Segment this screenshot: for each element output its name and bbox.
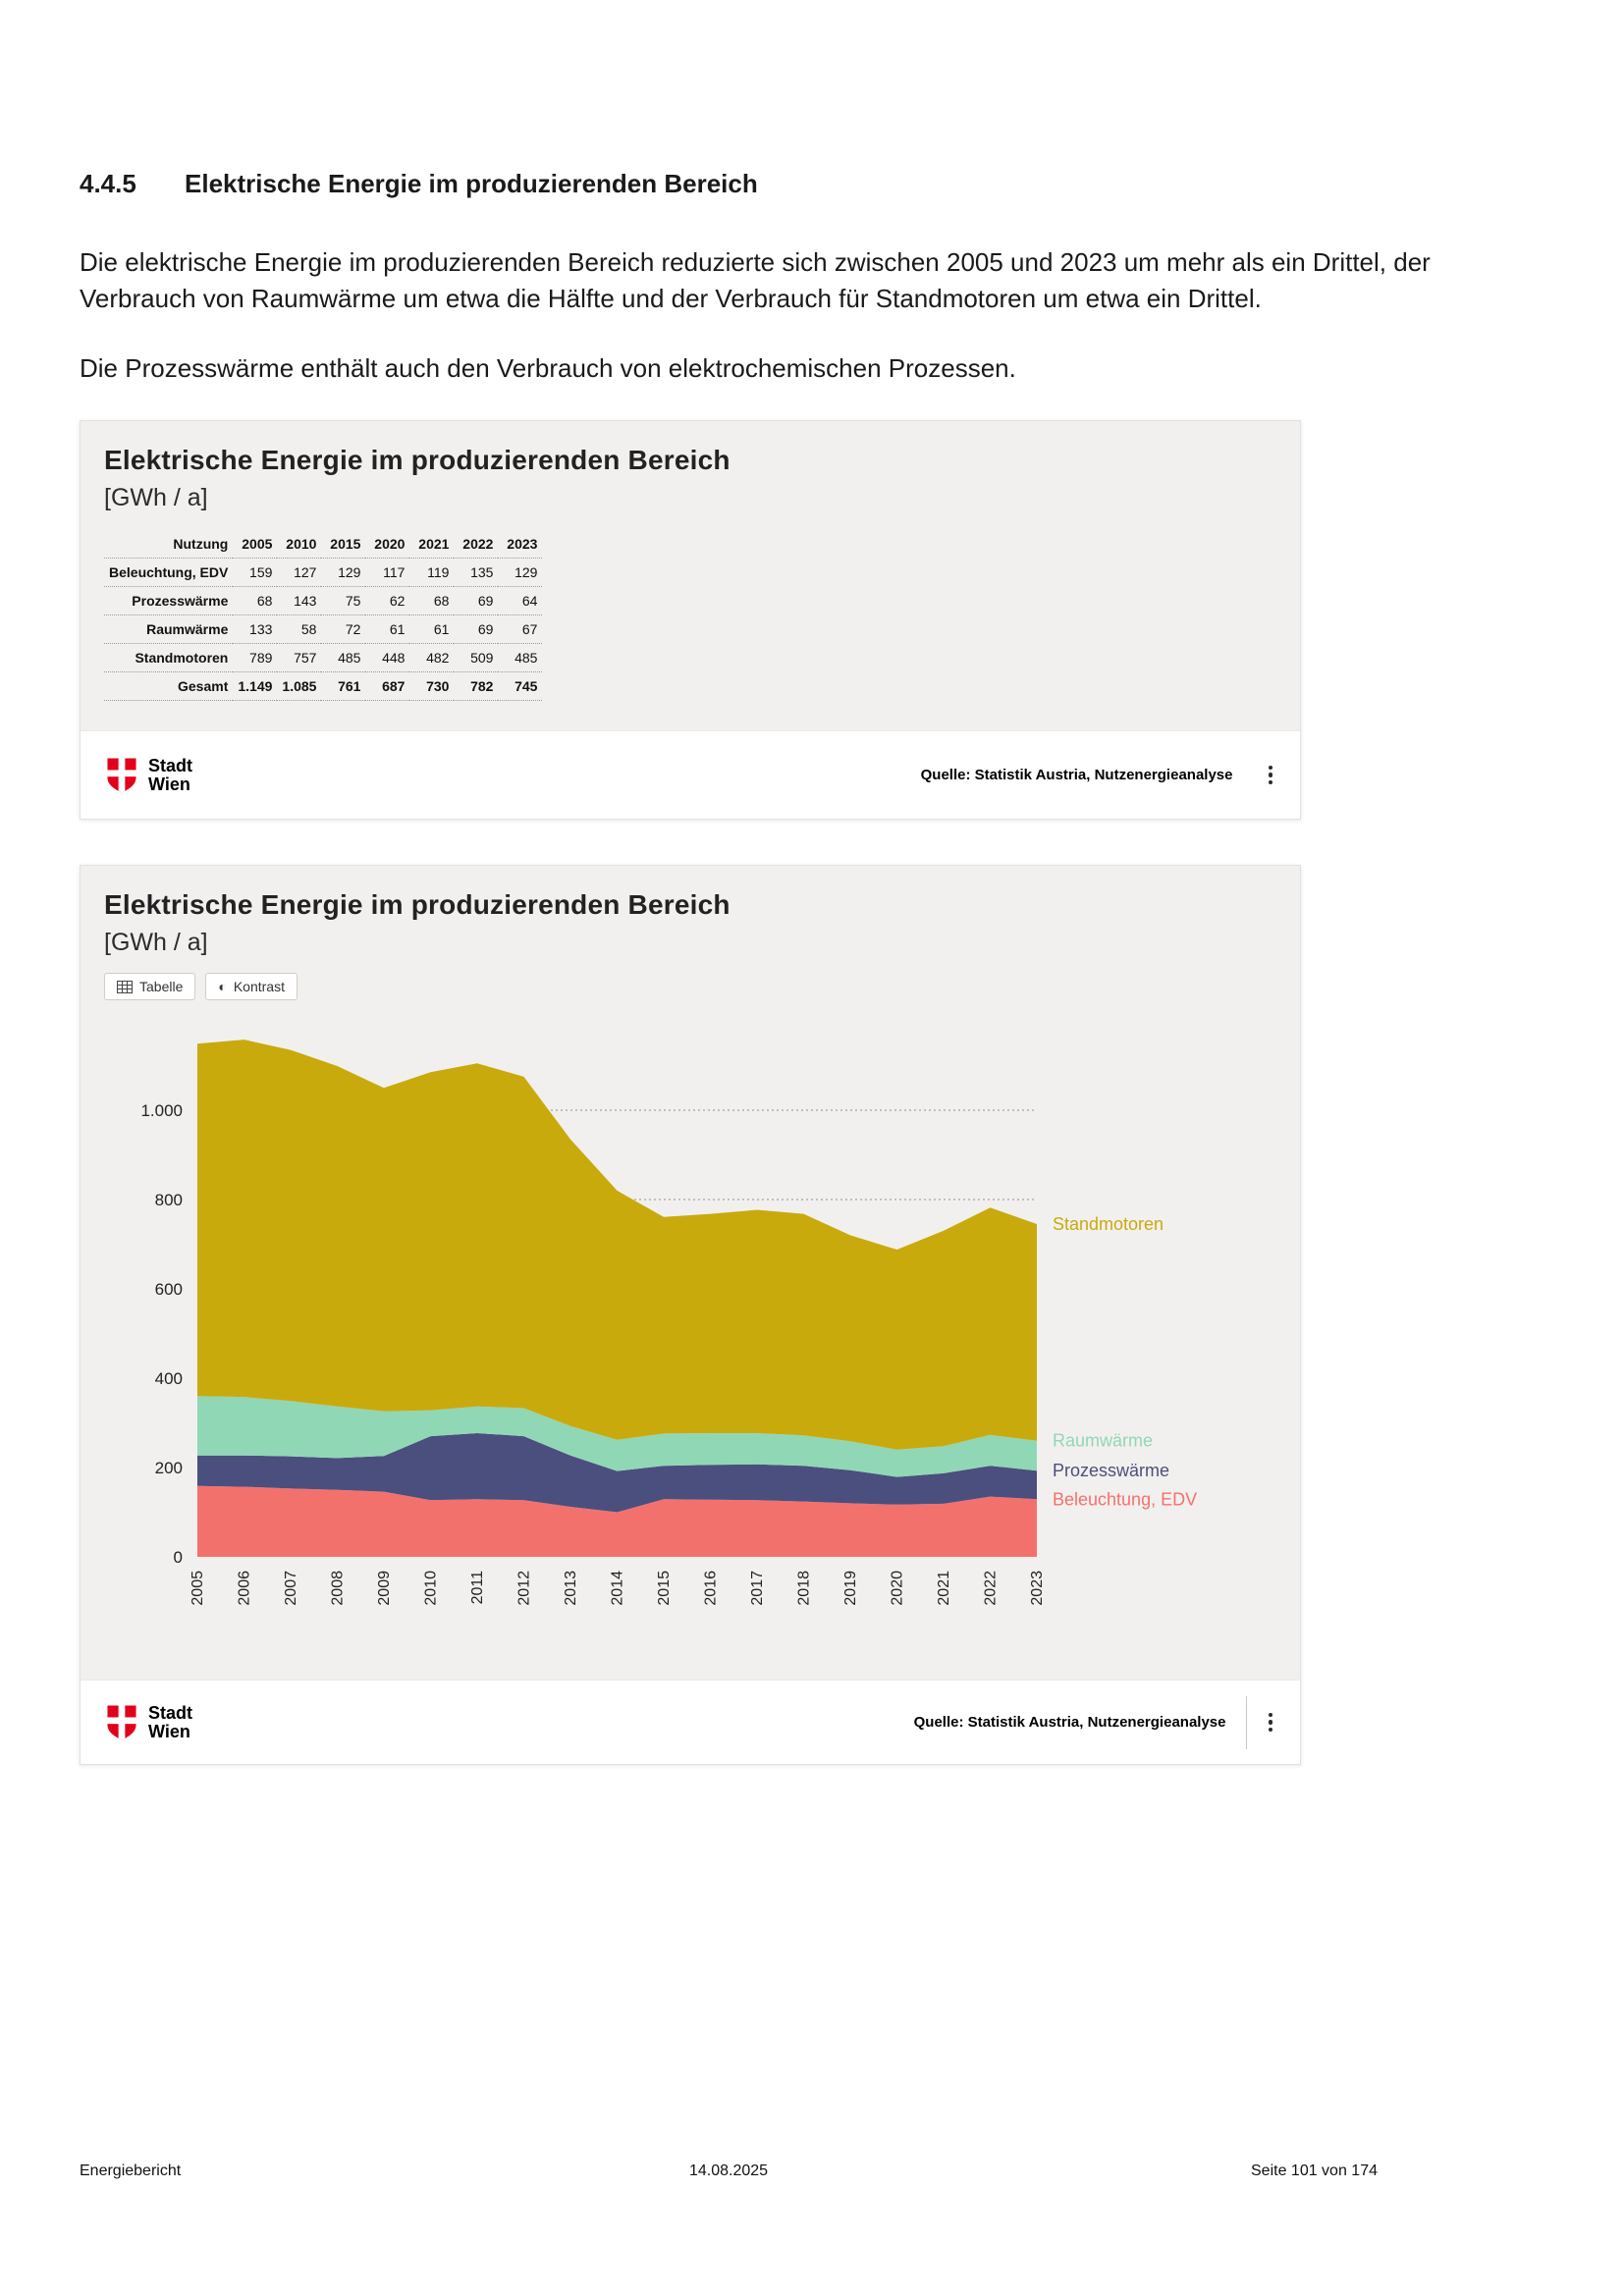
kebab-menu-button[interactable] — [1261, 1707, 1281, 1738]
row-label: Standmotoren — [104, 644, 233, 672]
kebab-dot — [1269, 1713, 1273, 1718]
x-axis-label: 2015 — [656, 1571, 673, 1606]
kontrast-button[interactable] — [205, 973, 298, 1000]
table-cell: 1.149 — [233, 672, 277, 701]
x-axis-label: 2005 — [189, 1571, 206, 1606]
table-cell: 62 — [365, 587, 409, 615]
section-heading — [80, 169, 1624, 199]
x-axis-label: 2022 — [982, 1571, 1000, 1606]
paragraph-2: Die Prozesswärme enthält auch den Verbrauch von elektrochemischen Prozessen. — [80, 353, 1016, 383]
x-axis-label: 2008 — [329, 1571, 347, 1606]
footer-divider — [1246, 1696, 1247, 1749]
tabelle-button-label: Tabelle — [139, 979, 184, 994]
data-table-head-row — [104, 530, 542, 559]
table-cell: 782 — [454, 672, 498, 701]
row-label: Prozesswärme — [104, 587, 233, 615]
legend-standmotoren: Standmotoren — [1053, 1214, 1164, 1235]
x-axis-label: 2011 — [469, 1571, 486, 1605]
column-header: 2022 — [454, 530, 498, 559]
paragraph-1: Die elektrische Energie im produzierenden Bereich reduzierte sich zwischen 2005 und 2023 um mehr als ein Drittel, der Verbrauch von Raumwärme um etwa die Hälfte und der Verbrauch für Standmotoren um etwa ein Drittel. — [80, 247, 1431, 313]
y-axis-label: 200 — [154, 1459, 183, 1477]
tabelle-button[interactable] — [104, 973, 195, 1000]
wien-shield-icon — [104, 757, 139, 794]
logo-line-1: Stadt — [148, 755, 192, 775]
kebab-dot — [1269, 1720, 1273, 1725]
source-text: Quelle: Statistik Austria, Nutzenergieanalyse — [920, 767, 1233, 783]
chart-card-footer-right — [914, 1696, 1280, 1749]
y-axis-label: 0 — [173, 1548, 183, 1567]
table-row — [104, 587, 542, 615]
table-row — [104, 559, 542, 587]
table-cell: 1.085 — [277, 672, 321, 701]
wien-logo-text — [148, 1704, 192, 1741]
table-card-title: Elektrische Energie im produzierenden Bereich — [104, 445, 731, 475]
table-row — [104, 644, 542, 672]
row-label: Gesamt — [104, 672, 233, 701]
table-card-footer — [81, 730, 1300, 819]
legend-prozesswaerme: Prozesswärme — [1053, 1461, 1170, 1481]
table-cell: 127 — [277, 559, 321, 587]
footer-page-number: Seite 101 von 174 — [1251, 2163, 1378, 2179]
table-cell: 485 — [321, 644, 365, 672]
data-table — [104, 530, 542, 701]
table-cell: 68 — [233, 587, 277, 615]
logo-line-2: Wien — [148, 774, 190, 794]
table-cell: 117 — [365, 559, 409, 587]
table-cell: 72 — [321, 615, 365, 644]
kebab-dot — [1269, 766, 1273, 771]
column-header: 2021 — [409, 530, 454, 559]
column-header: Nutzung — [104, 530, 233, 559]
table-row — [104, 615, 542, 644]
y-axis-label: 1.000 — [140, 1101, 183, 1120]
y-axis-label: 800 — [154, 1191, 183, 1209]
table-cell: 61 — [409, 615, 454, 644]
table-cell: 730 — [409, 672, 454, 701]
column-header: 2005 — [233, 530, 277, 559]
data-table-body — [104, 559, 542, 701]
column-header: 2023 — [498, 530, 542, 559]
x-axis-label: 2020 — [889, 1571, 906, 1606]
y-axis-label: 400 — [154, 1369, 183, 1388]
chart-toolbar — [104, 973, 1276, 1000]
table-row — [104, 672, 542, 701]
stadt-wien-logo — [104, 757, 192, 794]
section-title: Elektrische Energie im produzierenden Bereich — [185, 169, 758, 198]
section-number: 4.4.5 — [80, 169, 136, 198]
chart-card — [80, 865, 1301, 1765]
table-card-unit: [GWh / a] — [104, 484, 208, 511]
table-cell: 745 — [498, 672, 542, 701]
table-cell: 58 — [277, 615, 321, 644]
column-header: 2020 — [365, 530, 409, 559]
footer-date: 14.08.2025 — [688, 2163, 769, 2179]
table-icon — [117, 981, 133, 993]
table-cell: 133 — [233, 615, 277, 644]
chart-card-footer — [81, 1680, 1300, 1764]
column-header: 2015 — [321, 530, 365, 559]
contrast-icon: ◐ — [218, 979, 227, 994]
x-axis-label: 2006 — [236, 1571, 253, 1606]
column-header: 2010 — [277, 530, 321, 559]
table-cell: 789 — [233, 644, 277, 672]
table-cell: 159 — [233, 559, 277, 587]
area-standmotoren — [197, 1040, 1037, 1450]
x-axis-label: 2009 — [376, 1571, 393, 1606]
logo-line-1: Stadt — [148, 1702, 192, 1723]
x-axis-label: 2014 — [609, 1571, 626, 1606]
table-cell: 64 — [498, 587, 542, 615]
table-cell: 129 — [498, 559, 542, 587]
row-label: Beleuchtung, EDV — [104, 559, 233, 587]
x-axis-label: 2013 — [563, 1571, 579, 1606]
wien-shield-icon — [104, 1704, 139, 1741]
table-cell: 448 — [365, 644, 409, 672]
table-cell: 135 — [454, 559, 498, 587]
table-cell: 757 — [277, 644, 321, 672]
table-cell: 67 — [498, 615, 542, 644]
page-footer — [80, 2163, 1378, 2180]
table-cell: 119 — [409, 559, 454, 587]
legend-beleuchtung-edv: Beleuchtung, EDV — [1053, 1489, 1198, 1510]
table-cell: 687 — [365, 672, 409, 701]
x-axis-label: 2021 — [936, 1571, 952, 1606]
table-card-body — [81, 421, 1300, 730]
x-axis-label: 2019 — [842, 1571, 859, 1606]
y-axis-label: 600 — [154, 1280, 183, 1299]
kontrast-button-label: Kontrast — [233, 979, 285, 994]
x-axis-label: 2016 — [702, 1571, 720, 1606]
stadt-wien-logo — [104, 1704, 192, 1741]
chart-card-unit: [GWh / a] — [104, 929, 208, 956]
table-cell: 68 — [409, 587, 454, 615]
kebab-dot — [1269, 773, 1273, 777]
chart-card-body — [81, 866, 1300, 1680]
table-cell: 129 — [321, 559, 365, 587]
table-cell: 761 — [321, 672, 365, 701]
kebab-menu-button[interactable] — [1261, 760, 1281, 791]
table-cell: 61 — [365, 615, 409, 644]
kebab-dot — [1269, 780, 1273, 785]
x-axis-label: 2010 — [422, 1571, 440, 1606]
kebab-dot — [1269, 1728, 1273, 1733]
stacked-area-chart — [104, 1012, 1278, 1650]
table-cell: 485 — [498, 644, 542, 672]
table-cell: 75 — [321, 587, 365, 615]
x-axis-label: 2018 — [795, 1571, 813, 1606]
table-cell: 69 — [454, 587, 498, 615]
table-card — [80, 420, 1301, 820]
table-card-footer-right — [921, 760, 1280, 791]
wien-logo-text — [148, 757, 192, 794]
table-cell: 143 — [277, 587, 321, 615]
table-cell: 69 — [454, 615, 498, 644]
chart-card-title: Elektrische Energie im produzierenden Bereich — [104, 889, 731, 920]
table-cell: 509 — [454, 644, 498, 672]
x-axis-label: 2007 — [283, 1571, 299, 1606]
x-axis-label: 2012 — [515, 1571, 533, 1606]
row-label: Raumwärme — [104, 615, 233, 644]
x-axis-label: 2023 — [1029, 1571, 1046, 1606]
source-text: Quelle: Statistik Austria, Nutzenergieanalyse — [913, 1714, 1226, 1731]
footer-document-name: Energiebericht — [80, 2163, 182, 2179]
legend-raumwaerme: Raumwärme — [1053, 1430, 1154, 1451]
x-axis-label: 2017 — [749, 1571, 766, 1606]
table-cell: 482 — [409, 644, 454, 672]
logo-line-2: Wien — [148, 1721, 190, 1741]
